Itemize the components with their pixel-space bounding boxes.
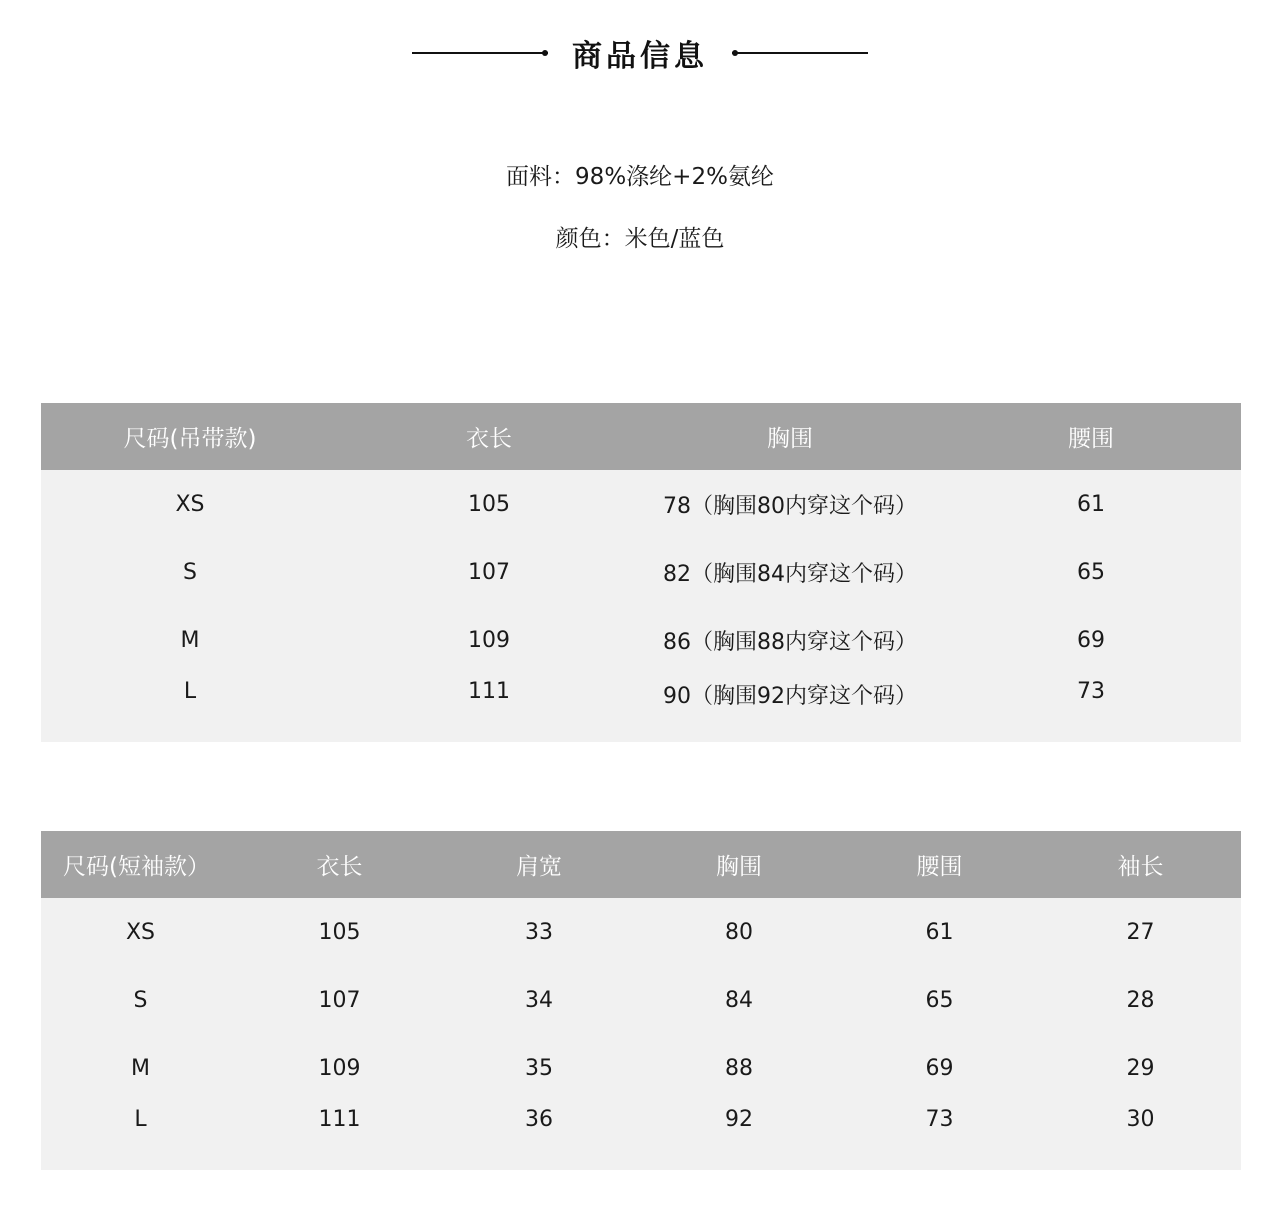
cell-size: S	[41, 966, 240, 1034]
cell-waist: 61	[941, 470, 1241, 538]
cell-size: M	[41, 1034, 240, 1102]
cell-sleeve: 30	[1040, 1102, 1241, 1170]
header-size: 尺码(吊带款)	[41, 403, 339, 470]
cell-waist: 69	[941, 606, 1241, 674]
table-row	[41, 606, 1241, 674]
cell-length: 107	[240, 966, 439, 1034]
cell-sleeve: 28	[1040, 966, 1241, 1034]
table-row	[41, 538, 1241, 606]
cell-size: XS	[41, 470, 339, 538]
header-bust: 胸围	[639, 403, 941, 470]
header-length: 衣长	[240, 831, 439, 898]
cell-size: XS	[41, 898, 240, 966]
cell-waist: 61	[839, 898, 1040, 966]
cell-bust: 84	[639, 966, 839, 1034]
cell-bust: 92	[639, 1102, 839, 1170]
cell-bust: 86（胸围88内穿这个码）	[639, 606, 941, 674]
cell-waist: 65	[839, 966, 1040, 1034]
cell-bust: 82（胸围84内穿这个码）	[639, 538, 941, 606]
cell-length: 107	[339, 538, 639, 606]
header-size: 尺码(短袖款）	[41, 831, 240, 898]
cell-waist: 69	[839, 1034, 1040, 1102]
cell-size: M	[41, 606, 339, 674]
header-sleeve: 袖长	[1040, 831, 1241, 898]
cell-size: L	[41, 1102, 240, 1170]
header-shoulder: 肩宽	[439, 831, 639, 898]
cell-bust: 90（胸围92内穿这个码）	[639, 674, 941, 742]
cell-length: 109	[240, 1034, 439, 1102]
cell-length: 109	[339, 606, 639, 674]
table-row	[41, 470, 1241, 538]
cell-sleeve: 27	[1040, 898, 1241, 966]
size-table-strap	[41, 403, 1241, 742]
section-title	[0, 30, 1280, 76]
table-row	[41, 898, 1241, 966]
cell-sleeve: 29	[1040, 1034, 1241, 1102]
table-header-row	[41, 831, 1241, 898]
cell-size: S	[41, 538, 339, 606]
color-info: 颜色：米色/蓝色	[555, 226, 725, 252]
header-waist: 腰围	[839, 831, 1040, 898]
cell-shoulder: 36	[439, 1102, 639, 1170]
cell-shoulder: 33	[439, 898, 639, 966]
table-row	[41, 1034, 1241, 1102]
table-header-row	[41, 403, 1241, 470]
title-left-decoration-line	[412, 52, 548, 54]
cell-bust: 80	[639, 898, 839, 966]
cell-bust: 88	[639, 1034, 839, 1102]
cell-length: 111	[240, 1102, 439, 1170]
cell-length: 105	[240, 898, 439, 966]
title-right-decoration-line	[732, 52, 868, 54]
cell-shoulder: 35	[439, 1034, 639, 1102]
cell-waist: 73	[941, 674, 1241, 742]
cell-size: L	[41, 674, 339, 742]
cell-shoulder: 34	[439, 966, 639, 1034]
header-length: 衣长	[339, 403, 639, 470]
cell-waist: 73	[839, 1102, 1040, 1170]
cell-bust: 78（胸围80内穿这个码）	[639, 470, 941, 538]
fabric-info: 面料：98%涤纶+2%氨纶	[506, 164, 774, 190]
cell-waist: 65	[941, 538, 1241, 606]
size-table-short-sleeve	[41, 831, 1241, 1170]
table-row	[41, 966, 1241, 1034]
header-bust: 胸围	[639, 831, 839, 898]
table-row	[41, 1102, 1241, 1170]
cell-length: 111	[339, 674, 639, 742]
table-row	[41, 674, 1241, 742]
page-title: 商品信息	[572, 39, 708, 74]
cell-length: 105	[339, 470, 639, 538]
header-waist: 腰围	[941, 403, 1241, 470]
